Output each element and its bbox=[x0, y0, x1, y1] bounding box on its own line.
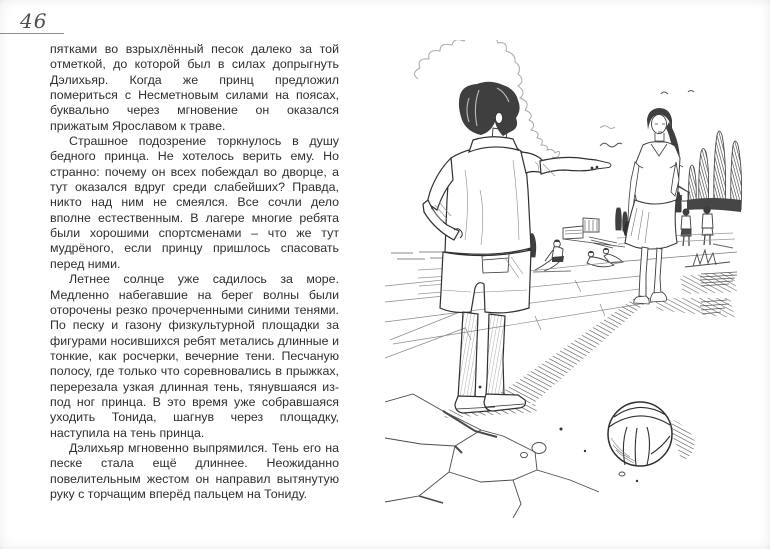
paragraph: пятками во взрыхлённый песок далеко за той отметкой, до которой был в силах допрыгнуть Дэлихьяр. Когда же принц предложил помериться с Несметновым силами на поясах, буквально через мгновение он оказался прижатым Ярославом к траве. bbox=[50, 42, 339, 133]
girl-figure bbox=[623, 108, 683, 304]
volleyball bbox=[608, 402, 695, 466]
page-number: 46 bbox=[20, 9, 48, 33]
page-number-rule bbox=[0, 33, 64, 34]
illustration bbox=[385, 40, 770, 520]
boy-figure bbox=[423, 82, 611, 413]
birds-icon bbox=[600, 91, 694, 148]
body-text bbox=[50, 42, 339, 502]
paragraph: Страшное подозрение торкнулось в душу бедного принца. Не хотелось верить ему. Но странно: почему он всех побеждал во дворце, а тут оказался вдруг среди слабейших? Правда, никто над ним не смеялся. Все сочли дело вполне естественным. В лагере многие ребята были хорошими спортсменами – что же тут мудрёного, если принцу пришлось спасовать перед ними. bbox=[50, 134, 339, 271]
standing-boys bbox=[681, 207, 733, 248]
paragraph: Дэлихьяр мгновенно выпрямился. Тень его на песке стала ещё длиннее. Неожиданно повелительным жестом он направил вытянутую руку с торчащим вперёд пальцем на Тониду. bbox=[50, 440, 339, 501]
paragraph: Летнее солнце уже садилось за море. Медленно набегавшие на берег волны были оторочены резко прочерченными синими тенями. По песку и газону физкультурной площадки за фигурами носившихся ребят метались длинные и тонкие, как росчерки, вечерние тени. Песчаную полосу, где только что соревновались в прыжках, перерезала узкая длинная тень, тянувшаяся из-под ног принца. В это время уже собравшаяся уходить Тонида, шагнув через площадку, наступила на тень принца. bbox=[50, 272, 339, 440]
